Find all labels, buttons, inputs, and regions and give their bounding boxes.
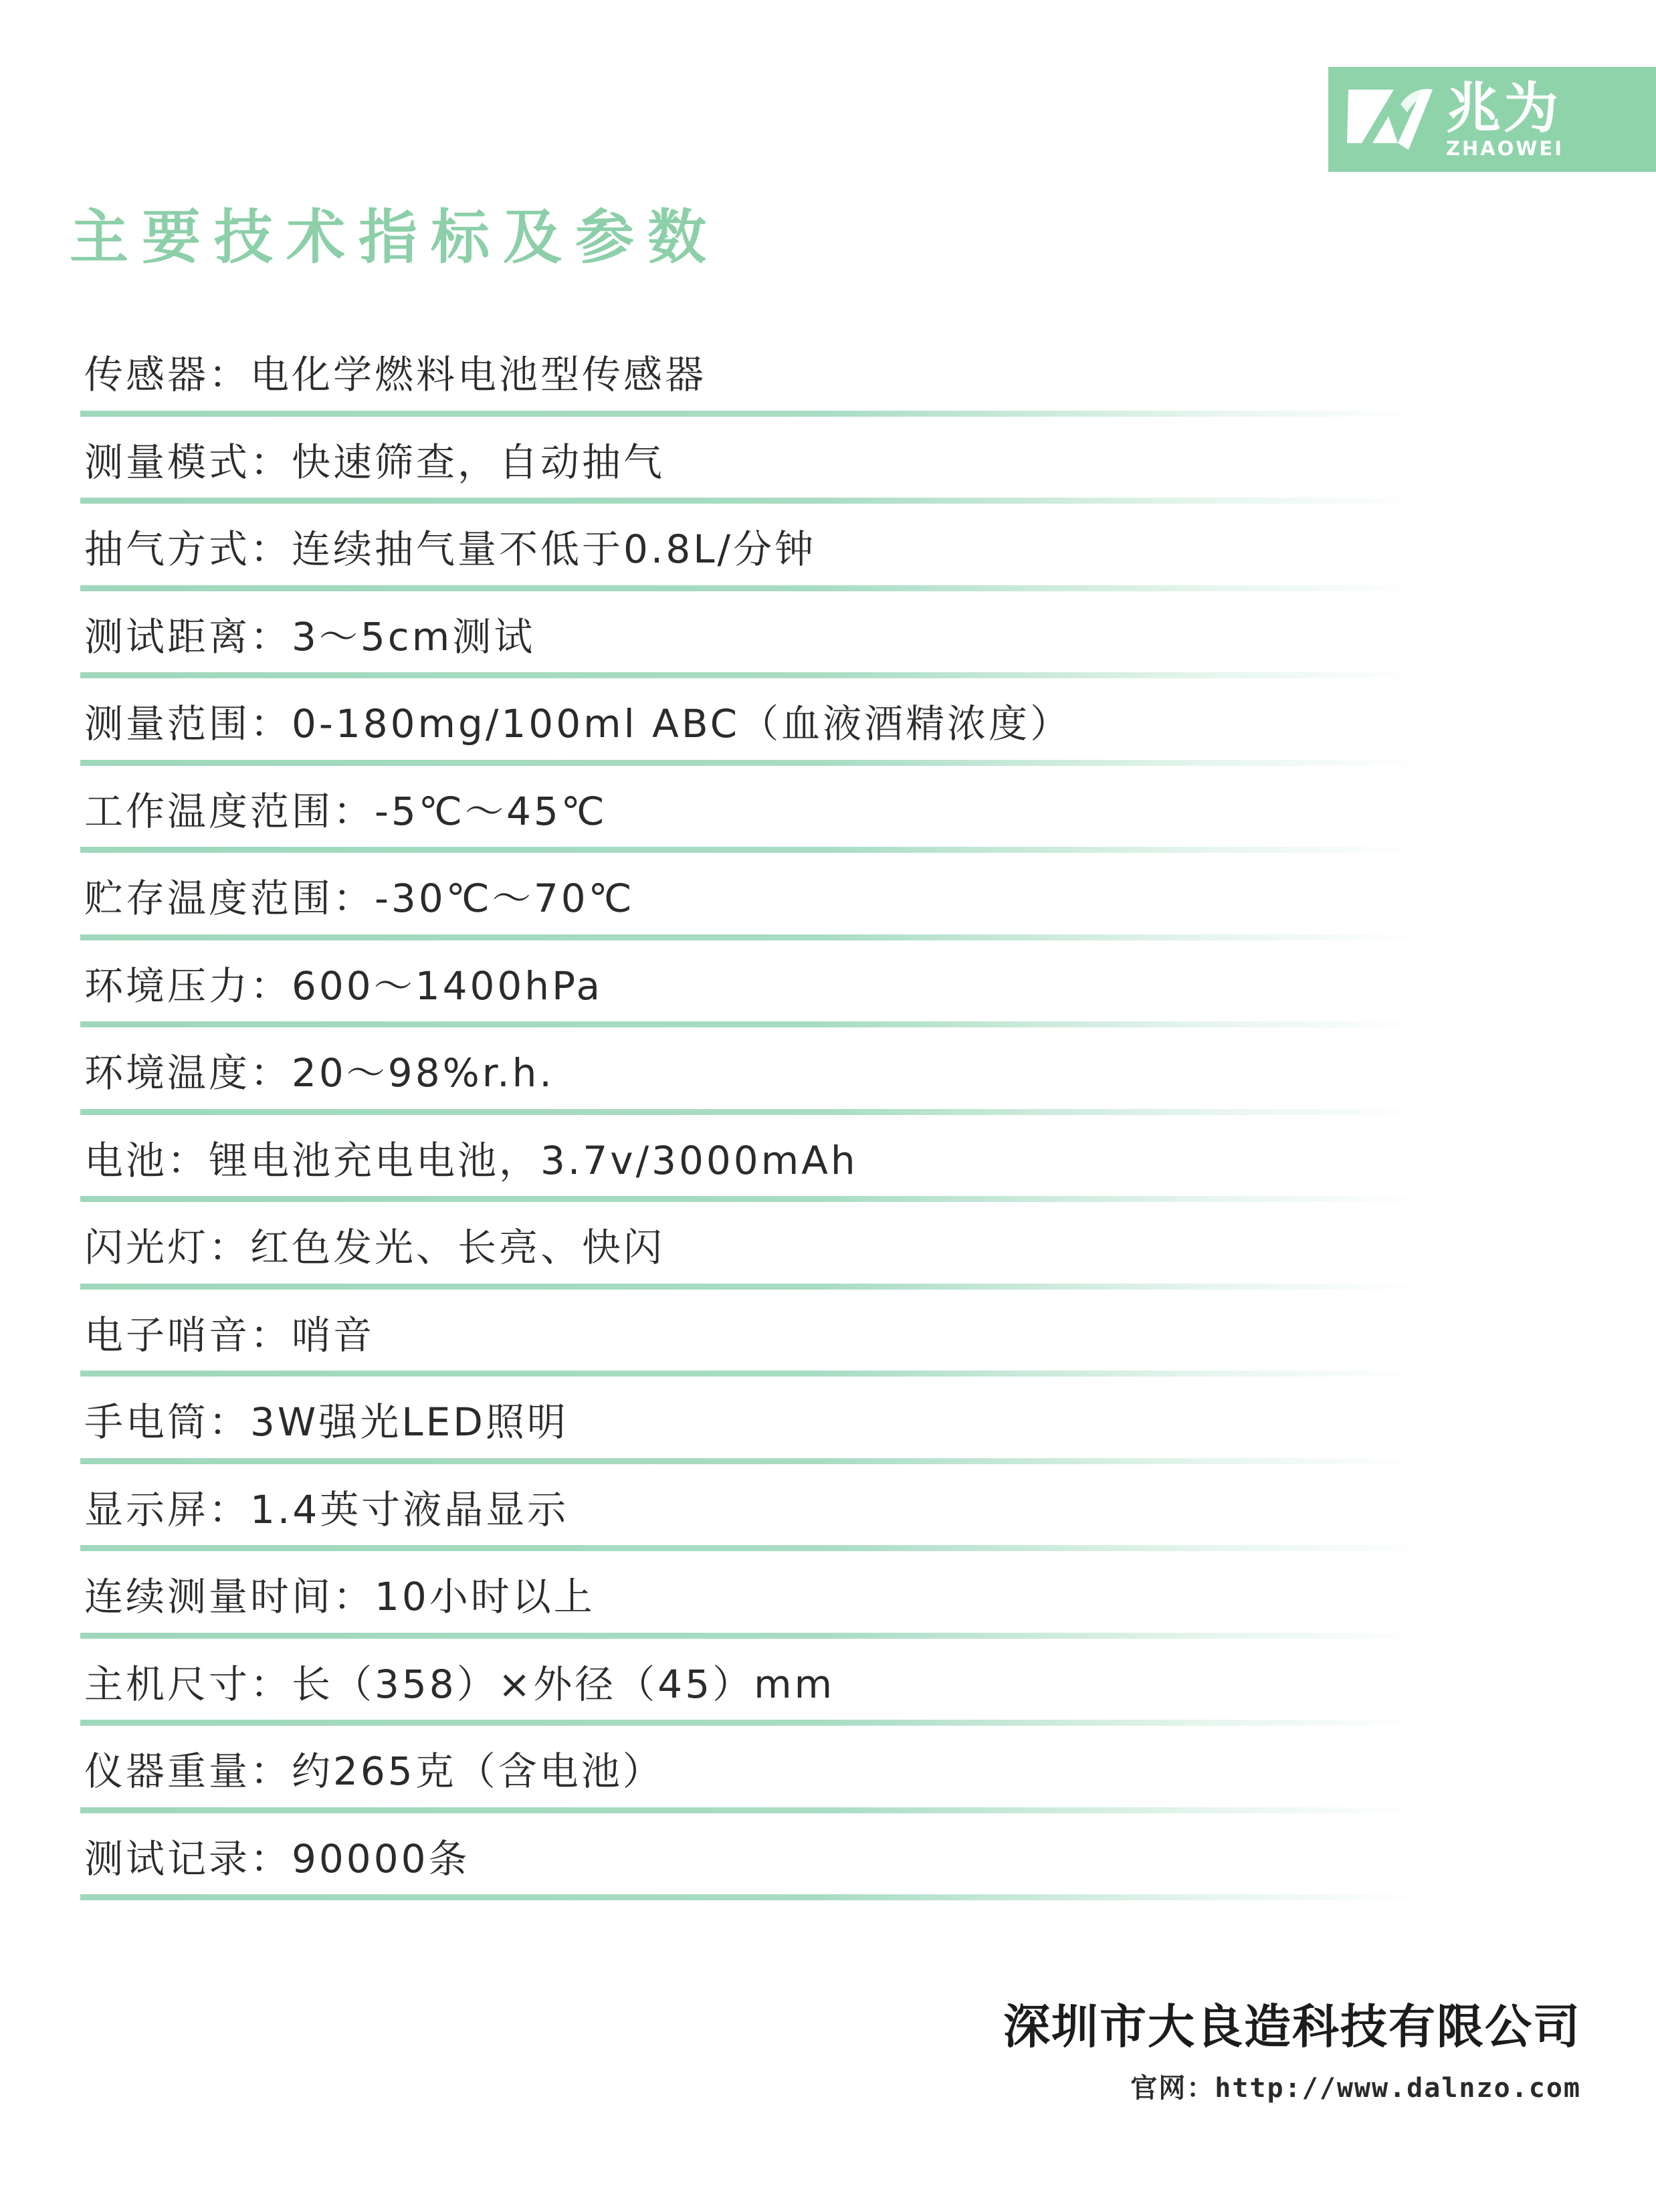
spec-row-measure-range <box>80 684 1431 771</box>
spec-divider <box>80 847 1425 853</box>
spec-text: 手电筒：3W强光LED照明 <box>84 1399 568 1445</box>
spec-divider <box>80 1894 1425 1900</box>
spec-text: 电池：锂电池充电电池，3.7v/3000mAh <box>84 1137 858 1183</box>
spec-text: 显示屏：1.4英寸液晶显示 <box>84 1486 569 1532</box>
spec-row-whistle <box>80 1295 1431 1383</box>
spec-row-operating-temp <box>80 771 1431 859</box>
spec-row-storage-temp <box>80 858 1431 946</box>
spec-divider <box>80 672 1425 678</box>
spec-list <box>80 334 1431 1906</box>
zhaowei-logo-icon <box>1342 78 1437 162</box>
spec-divider <box>80 1371 1425 1377</box>
spec-row-display <box>80 1470 1431 1557</box>
spec-divider <box>80 1720 1425 1726</box>
spec-text: 贮存温度范围：-30℃～70℃ <box>84 876 635 921</box>
spec-row-weight <box>80 1731 1431 1819</box>
spec-divider <box>80 585 1425 591</box>
logo-english-name: ZHAOWEI <box>1446 136 1564 160</box>
spec-row-battery <box>80 1120 1431 1208</box>
spec-text: 主机尺寸：长（358）×外径（45）mm <box>84 1661 835 1707</box>
spec-row-measure-mode <box>80 422 1431 510</box>
brand-logo <box>1328 67 1656 172</box>
spec-divider <box>80 1284 1425 1290</box>
spec-text: 传感器：电化学燃料电池型传感器 <box>84 352 707 397</box>
spec-divider <box>80 1545 1425 1551</box>
spec-divider <box>80 1458 1425 1464</box>
spec-text: 测试记录：90000条 <box>84 1835 470 1882</box>
spec-row-test-distance <box>80 597 1431 684</box>
spec-divider <box>80 934 1425 940</box>
company-name: 深圳市大良造科技有限公司 <box>1003 1999 1581 2054</box>
spec-row-pump-mode <box>80 509 1431 597</box>
spec-text: 环境温度：20～98%r.h. <box>84 1050 554 1096</box>
spec-text: 连续测量时间：10小时以上 <box>84 1574 595 1619</box>
spec-row-flash <box>80 1207 1431 1295</box>
spec-divider <box>80 1021 1425 1027</box>
spec-row-runtime <box>80 1556 1431 1644</box>
spec-row-humidity <box>80 1033 1431 1120</box>
spec-divider <box>80 760 1425 766</box>
spec-divider <box>80 1109 1425 1115</box>
spec-text: 测量模式：快速筛查，自动抽气 <box>84 439 665 485</box>
page-title: 主要技术指标及参数 <box>70 203 720 272</box>
logo-chinese-name: 兆为 <box>1446 76 1562 140</box>
spec-row-flashlight <box>80 1382 1431 1470</box>
spec-text: 闪光灯：红色发光、长亮、快闪 <box>84 1225 665 1270</box>
spec-divider <box>80 411 1425 417</box>
spec-row-sensor <box>80 334 1431 422</box>
logo-text <box>1446 76 1564 160</box>
spec-row-pressure <box>80 946 1431 1033</box>
spec-text: 抽气方式：连续抽气量不低于0.8L/分钟 <box>84 526 817 572</box>
spec-text: 测量范围：0-180mg/100ml ABC（血液酒精浓度） <box>84 701 1072 746</box>
spec-divider <box>80 1633 1425 1639</box>
spec-text: 工作温度范围：-5℃～45℃ <box>84 788 607 834</box>
spec-divider <box>80 498 1425 504</box>
spec-row-records <box>80 1819 1431 1906</box>
spec-text: 测试距离：3～5cm测试 <box>84 613 536 660</box>
spec-divider <box>80 1807 1425 1813</box>
website-link[interactable]: 官网：http://www.dalnzo.com <box>1130 2073 1581 2104</box>
spec-text: 电子哨音：哨音 <box>84 1312 375 1358</box>
spec-text: 仪器重量：约265克（含电池） <box>84 1748 664 1794</box>
spec-divider <box>80 1196 1425 1202</box>
spec-text: 环境压力：600～1400hPa <box>84 963 603 1009</box>
spec-row-dimensions <box>80 1644 1431 1732</box>
